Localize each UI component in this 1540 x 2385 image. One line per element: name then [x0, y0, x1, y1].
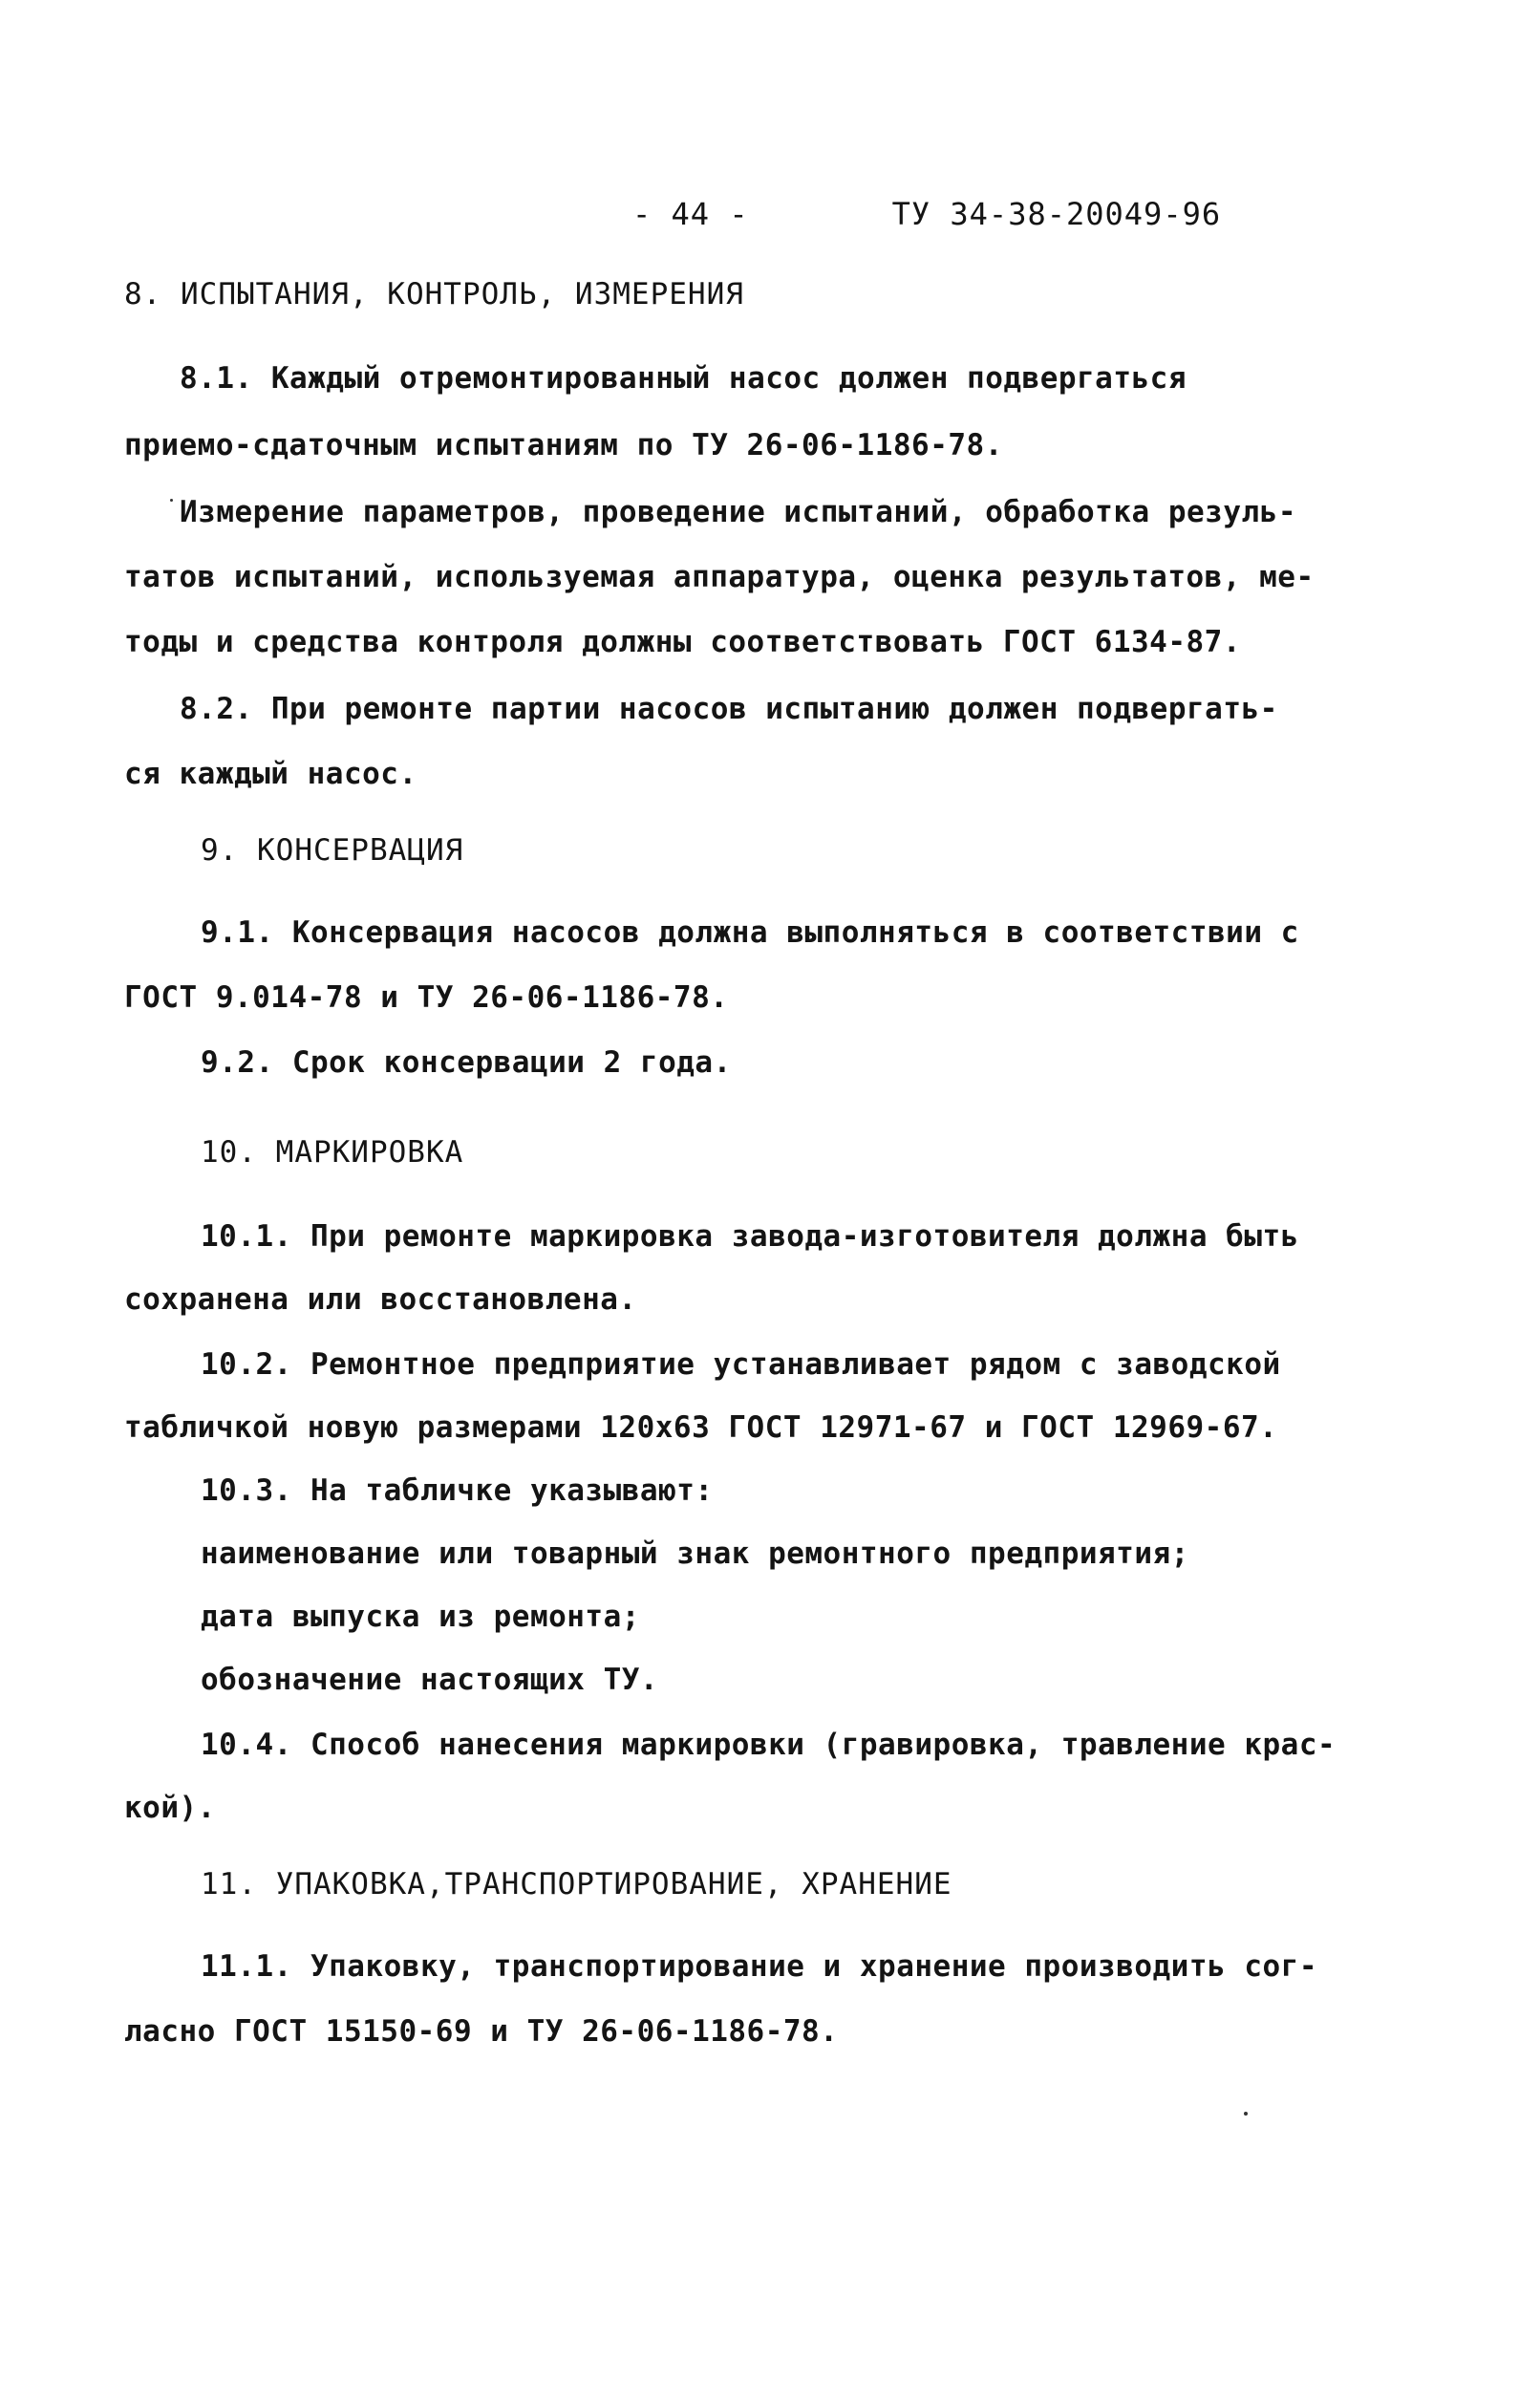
para-8-1-line-4: татов испытаний, используемая аппаратура, оценка результатов, ме-	[124, 560, 1315, 594]
page-header	[632, 196, 1221, 232]
para-10-2-line-2: табличкой новую размерами 120х63 ГОСТ 12971-67 и ГОСТ 12969-67.	[124, 1410, 1278, 1445]
para-10-2-line-1: 10.2. Ремонтное предприятие устанавливает рядом с заводской	[201, 1347, 1281, 1382]
para-9-1-line-1: 9.1. Консервация насосов должна выполняться в соответствии с	[201, 915, 1299, 950]
para-8-2-line-2: ся каждый насос.	[124, 757, 417, 791]
para-10-3-item-2: дата выпуска из ремонта;	[201, 1600, 640, 1634]
para-8-1-line-1: 8.1. Каждый отремонтированный насос должен подвергаться	[180, 361, 1187, 396]
section-10-heading: 10. МАРКИРОВКА	[201, 1135, 464, 1170]
para-11-1-line-1: 11.1. Упаковку, транспортирование и хранение производить сог-	[201, 1949, 1317, 1984]
para-10-3-item-1: наименование или товарный знак ремонтного предприятия;	[201, 1536, 1189, 1571]
section-9-heading: 9. КОНСЕРВАЦИЯ	[201, 833, 464, 868]
scan-speck	[1244, 2112, 1248, 2116]
para-10-4-line-2: кой).	[124, 1791, 216, 1825]
para-8-1-line-2: приемо-сдаточным испытаниям по ТУ 26-06-1186-78.	[124, 428, 1003, 462]
para-10-1-line-1: 10.1. При ремонте маркировка завода-изготовителя должна быть	[201, 1219, 1299, 1254]
para-8-2-line-1: 8.2. При ремонте партии насосов испытанию должен подвергать-	[180, 692, 1278, 726]
scan-speck	[170, 499, 173, 502]
para-8-1-line-3: Измерение параметров, проведение испытаний, обработка резуль-	[180, 495, 1296, 529]
para-9-1-line-2: ГОСТ 9.014-78 и ТУ 26-06-1186-78.	[124, 980, 729, 1015]
page-number: - 44 -	[632, 196, 749, 232]
para-8-1-line-5: тоды и средства контроля должны соответствовать ГОСТ 6134-87.	[124, 625, 1241, 659]
para-10-1-line-2: сохранена или восстановлена.	[124, 1282, 637, 1317]
para-9-2: 9.2. Срок консервации 2 года.	[201, 1045, 732, 1080]
para-10-3: 10.3. На табличке указывают:	[201, 1473, 714, 1508]
para-11-1-line-2: ласно ГОСТ 15150-69 и ТУ 26-06-1186-78.	[124, 2014, 839, 2049]
para-10-3-item-3: обозначение настоящих ТУ.	[201, 1663, 659, 1697]
section-8-heading: 8. ИСПЫТАНИЯ, КОНТРОЛЬ, ИЗМЕРЕНИЯ	[124, 277, 744, 312]
para-10-4-line-1: 10.4. Способ нанесения маркировки (гравировка, травление крас-	[201, 1728, 1337, 1762]
section-11-heading: 11. УПАКОВКА,ТРАНСПОРТИРОВАНИЕ, ХРАНЕНИЕ	[201, 1867, 952, 1902]
doc-code: ТУ 34-38-20049-96	[891, 196, 1222, 232]
